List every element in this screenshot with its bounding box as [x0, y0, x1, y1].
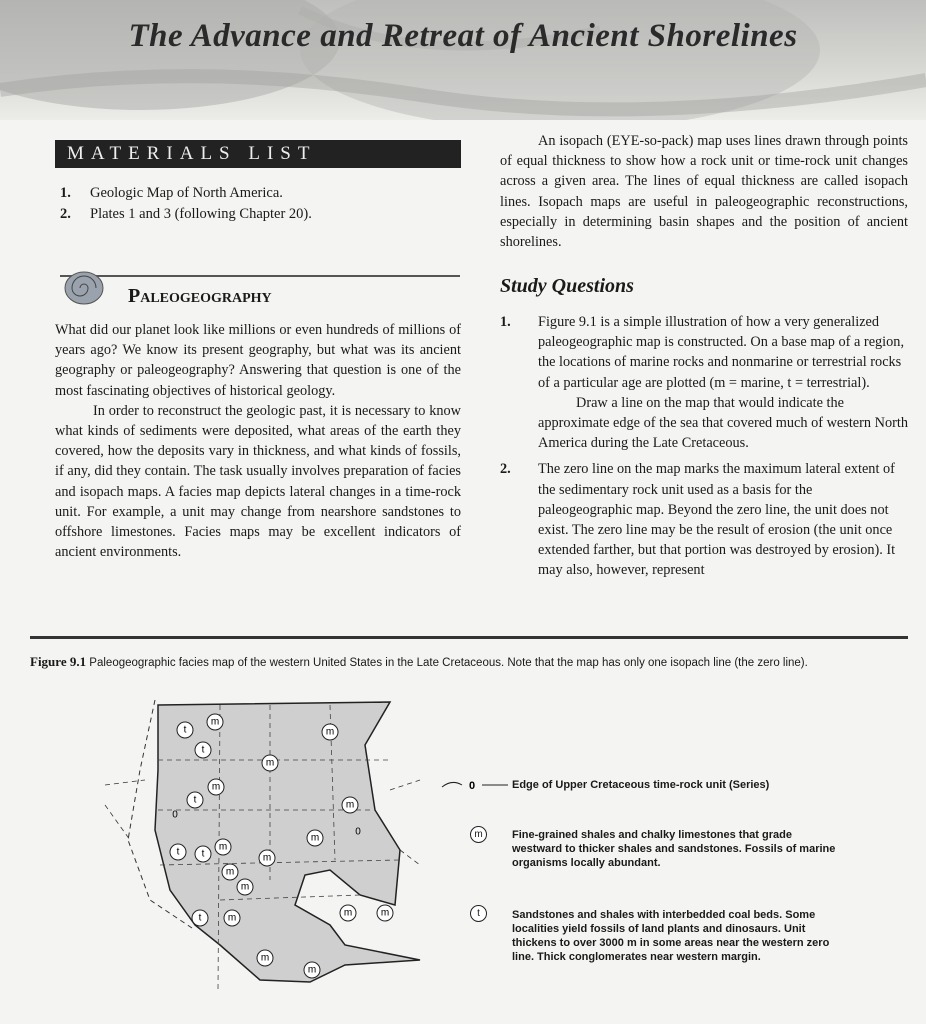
- svg-text:m: m: [210, 716, 220, 728]
- zero-line-symbol: [440, 775, 510, 795]
- svg-text:0: 0: [172, 809, 178, 821]
- svg-text:m: m: [310, 832, 320, 844]
- svg-text:m: m: [218, 841, 228, 853]
- list-item: 1. Geologic Map of North America.: [60, 185, 283, 201]
- marine-symbol: m: [470, 826, 487, 843]
- materials-list: [60, 183, 460, 225]
- svg-text:0: 0: [468, 780, 476, 792]
- svg-text:t: t: [198, 912, 202, 924]
- paleogeography-text: [55, 320, 461, 562]
- legend-zero-line: Edge of Upper Cretaceous time-rock unit (Series): [512, 779, 770, 791]
- materials-list-heading: MATERIALS LIST: [55, 140, 461, 168]
- figure-rule: [30, 636, 908, 639]
- study-questions-heading: Study Questions: [500, 275, 634, 297]
- facies-map: [100, 690, 430, 1000]
- legend-marine: Fine-grained shales and chalky limestones that grade westward to thicker shales and sandstones. Fossils of marine organisms locally abundant.: [512, 829, 836, 869]
- svg-text:m: m: [265, 757, 275, 769]
- isopach-paragraph: An isopach (EYE-so-pack) map uses lines drawn through points of equal thickness to show how a rock unit or time-rock unit changes across a given area. The lines of equal thickness are called isopach lines. Isopach maps are useful in paleogeographic reconstructions, especially in determining basin shapes and the position of ancient shorelines.: [500, 133, 908, 251]
- svg-text:m: m: [343, 907, 353, 919]
- study-questions-list: [500, 312, 908, 587]
- figure-caption: Figure 9.1 Paleogeographic facies map of the western United States in the Late Cretaceous. Note that the map has only one isopach line (the zero line).: [30, 654, 808, 669]
- legend-terrestrial: Sandstones and shales with interbedded coal beds. Some localities yield fossils of land plants and dinosaurs. Unit thickens to over 3000 m in some areas near the western zero line. Thick conglomerates near western margin.: [512, 909, 830, 963]
- svg-text:m: m: [227, 912, 237, 924]
- list-item: 2. Plates 1 and 3 (following Chapter 20).: [60, 206, 312, 222]
- section-rule: [60, 275, 460, 277]
- paragraph: In order to reconstruct the geologic past, it is necessary to know what kinds of sediments were deposited, what areas of the earth they covered, how the deposits vary in thickness, and what kinds of fossils, if any, did they contain. The task usually involves preparation of facies and isopach maps. A facies map depicts lateral changes in a time-rock unit. For example, a unit may change from nearshore sandstones to offshore limestones. Facies maps may be excellent indicators of ancient environments.: [55, 402, 461, 561]
- svg-text:m: m: [260, 952, 270, 964]
- paragraph: What did our planet look like millions or even hundreds of millions of years ago? We know its present geography, but what was its ancient geography or paleogeography? Answering that question is one of the most fascinating objectives of historical geology.: [55, 322, 461, 399]
- paleogeography-heading: Paleogeography: [128, 285, 272, 307]
- sea-area: [155, 702, 420, 982]
- svg-text:m: m: [307, 964, 317, 976]
- list-item: 1. Figure 9.1 is a simple illustration of how a very generalized paleogeographic map is constructed. On a base map of a region, the locations of marine rocks and nonmarine or terrestrial rocks of a particular age are plotted (m = marine, t = terrestrial). Draw a line on the map that would indicate the approximate edge of the sea that covered much of western North America during the Late Cretaceous.: [500, 314, 908, 452]
- svg-text:t: t: [201, 744, 205, 756]
- title-banner: [0, 0, 926, 120]
- svg-text:m: m: [380, 907, 390, 919]
- svg-text:m: m: [225, 866, 235, 878]
- svg-text:t: t: [193, 794, 197, 806]
- svg-text:0: 0: [355, 826, 361, 838]
- svg-text:m: m: [240, 881, 250, 893]
- page-title: The Advance and Retreat of Ancient Shorelines: [128, 18, 798, 54]
- terrestrial-symbol: t: [470, 905, 487, 922]
- svg-text:m: m: [345, 799, 355, 811]
- list-item: 2. The zero line on the map marks the maximum lateral extent of the sedimentary rock unit used as a basis for the paleogeographic map. Beyond the zero line, the unit does not exist. The zero line may be the result of erosion (the unit once extended farther, but that portion was destroyed by erosion). It may also, however, represent: [500, 461, 896, 579]
- svg-text:m: m: [211, 781, 221, 793]
- svg-text:m: m: [262, 852, 272, 864]
- svg-text:t: t: [201, 848, 205, 860]
- svg-text:m: m: [325, 726, 335, 738]
- svg-text:t: t: [183, 724, 187, 736]
- shell-icon: [60, 268, 108, 308]
- svg-text:t: t: [176, 846, 180, 858]
